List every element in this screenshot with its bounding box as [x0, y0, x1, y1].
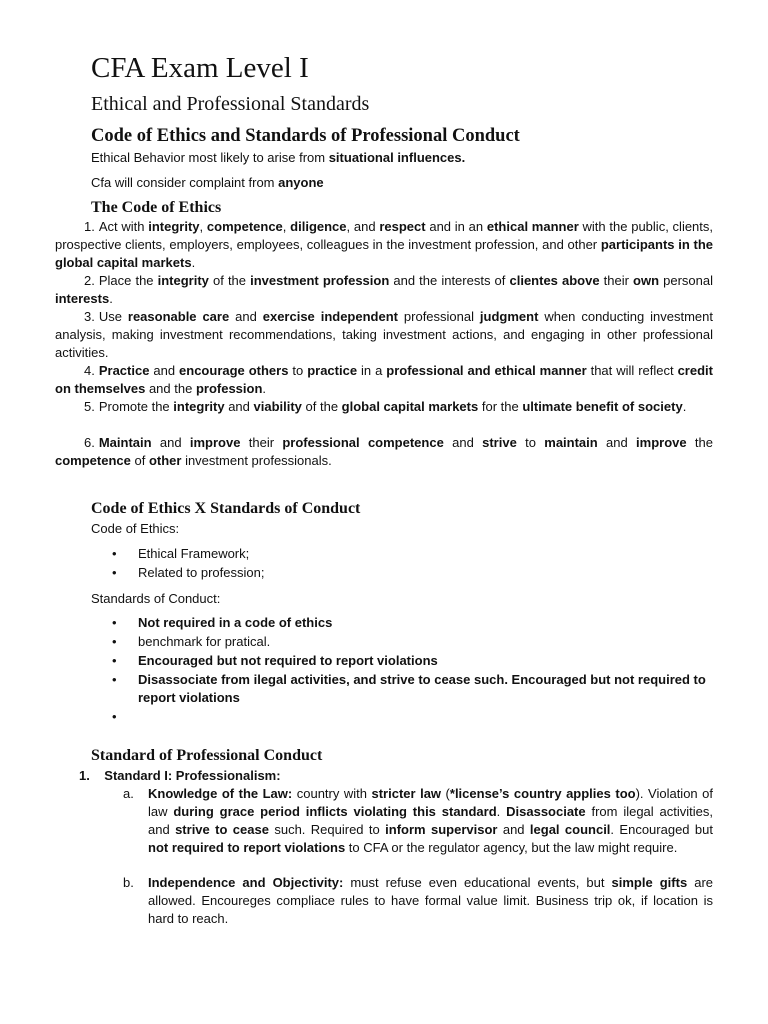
text-segment: professional and ethical manner: [386, 363, 587, 378]
text-segment: in a: [357, 363, 387, 378]
item-number: 5.: [84, 399, 95, 414]
text-segment: and the interests of: [389, 273, 510, 288]
bullet-item: [112, 564, 712, 582]
bullet-icon: •: [112, 615, 117, 630]
text-segment: (: [441, 786, 450, 801]
text-segment: of the: [208, 273, 251, 288]
item-number: 4.: [84, 363, 95, 378]
text-segment: Place the: [98, 273, 158, 288]
code-of-ethics-heading: The Code of Ethics: [91, 199, 222, 216]
text-segment: .: [262, 381, 267, 396]
standards-label: Standards of Conduct:: [91, 591, 221, 606]
text-segment: integrity: [157, 273, 209, 288]
text-segment: ). Violation of law: [148, 786, 713, 819]
text-segment: strive to cease: [175, 822, 269, 837]
intro-line-2: Cfa will consider complaint from anyone: [91, 175, 324, 190]
bullet-item: [112, 652, 712, 670]
item-number: 6.: [84, 435, 95, 450]
text-segment: integrity: [173, 399, 225, 414]
text-segment: ultimate benefit of society: [522, 399, 683, 414]
text-segment: maintain: [544, 435, 598, 450]
text-segment: to: [288, 363, 308, 378]
text-segment: professional: [397, 309, 480, 324]
text-segment: such. Required to: [268, 822, 386, 837]
bullet-text: Ethical Framework;: [138, 546, 250, 561]
text-segment: competence: [206, 219, 283, 234]
text-segment: improve: [636, 435, 687, 450]
text-segment: practice: [307, 363, 358, 378]
text-segment: during grace period inflicts violating this standard: [173, 804, 497, 819]
bullet-text: benchmark for pratical.: [138, 634, 271, 649]
code-bullet-list: [112, 545, 712, 583]
text-segment: other: [148, 453, 182, 468]
spc-heading: Standard of Professional Conduct: [91, 747, 323, 764]
text-segment: Promote the: [98, 399, 174, 414]
text-segment: personal: [659, 273, 714, 288]
text-segment: and: [497, 822, 530, 837]
text-segment: improve: [189, 435, 241, 450]
text-segment: the: [686, 435, 713, 450]
code-of-ethics-item: [55, 398, 713, 416]
subitem-body: [148, 785, 713, 857]
text-segment: professional competence: [282, 435, 444, 450]
text-segment: inform supervisor: [385, 822, 498, 837]
text-segment: .: [109, 291, 113, 306]
code-of-ethics-item: [55, 434, 713, 470]
code-of-ethics-item: [55, 218, 713, 272]
text-segment: .: [496, 804, 507, 819]
bullet-icon: •: [112, 634, 117, 649]
text-segment: Disassociate: [506, 804, 586, 819]
text-segment: ,: [282, 219, 291, 234]
text-segment: ,: [199, 219, 207, 234]
text-segment: that will reflect: [586, 363, 678, 378]
text-segment: and: [151, 435, 190, 450]
text-segment: legal council: [529, 822, 611, 837]
bullet-icon: •: [112, 672, 117, 687]
text-segment: and: [443, 435, 483, 450]
bullet-icon: •: [112, 653, 117, 668]
text-segment: and: [597, 435, 637, 450]
bullet-item: [112, 671, 712, 707]
compare-heading: Code of Ethics X Standards of Conduct: [91, 500, 361, 517]
text-segment: participants in the global capital markets: [55, 237, 713, 270]
item-number: 1.: [84, 219, 95, 234]
section-heading: Code of Ethics and Standards of Professional Conduct: [91, 126, 520, 146]
bullet-item: [112, 614, 712, 632]
text-segment: clientes above: [509, 273, 600, 288]
text-segment: .: [191, 255, 196, 270]
text-segment: *license’s country applies too: [449, 786, 636, 801]
subitem-letter: b.: [123, 875, 134, 890]
standards-bullet-list: [112, 614, 712, 727]
code-of-ethics-item: [55, 362, 713, 398]
code-of-ethics-item: [55, 308, 713, 362]
text-segment: and: [229, 309, 263, 324]
bullet-item: [112, 633, 712, 651]
text-segment: strive: [482, 435, 517, 450]
text-segment: profession: [195, 381, 263, 396]
text-segment: competence: [55, 453, 131, 468]
text-segment: stricter law: [371, 786, 442, 801]
text-segment: Use: [98, 309, 128, 324]
page-title: CFA Exam Level I: [91, 52, 309, 84]
text-segment: and: [149, 363, 180, 378]
bullet-text: Disassociate from ilegal activities, and strive to cease such. Encouraged but not required to report violations: [138, 672, 706, 705]
text-segment: of: [130, 453, 149, 468]
text-segment: Knowledge of the Law:: [148, 786, 293, 801]
text-segment: investment profession: [250, 273, 390, 288]
text-segment: interests: [55, 291, 110, 306]
item-number: 3.: [84, 309, 95, 324]
subtitle: Ethical and Professional Standards: [91, 93, 370, 115]
text-segment: reasonable care: [127, 309, 230, 324]
text-segment: Maintain: [98, 435, 152, 450]
bullet-item: [112, 545, 712, 563]
code-of-ethics-item: [55, 272, 713, 308]
text-segment: and in an: [425, 219, 487, 234]
text-segment: when conducting investment analysis, making investment recommendations, taking investment actions, and engaging in other professional activities.: [55, 309, 713, 360]
intro-line-1: Ethical Behavior most likely to arise from situational influences.: [91, 150, 466, 165]
text-segment: Practice: [98, 363, 150, 378]
subitem-body: [148, 874, 713, 928]
text-segment: country with: [292, 786, 372, 801]
text-segment: with the public, clients, prospective clients, employers, employees, colleagues in the investment profession, and other: [55, 219, 714, 252]
bullet-text: Encouraged but not required to report violations: [138, 653, 438, 668]
text-segment: and the: [145, 381, 196, 396]
text-segment: .: [682, 399, 687, 414]
bullet-item: [112, 708, 712, 726]
text-segment: , and: [346, 219, 380, 234]
bullet-text: [138, 709, 142, 724]
standard-subitem: [123, 785, 713, 857]
text-segment: own: [633, 273, 660, 288]
text-segment: respect: [379, 219, 426, 234]
text-segment: ethical manner: [486, 219, 579, 234]
text-segment: exercise independent: [262, 309, 398, 324]
bullet-icon: •: [112, 546, 117, 561]
text-segment: integrity: [148, 219, 200, 234]
text-segment: their: [599, 273, 634, 288]
text-segment: credit on themselves: [55, 363, 713, 396]
text-segment: viability: [253, 399, 302, 414]
standard-1-title: 1. Standard I: Professionalism:: [79, 768, 281, 783]
text-segment: of the: [301, 399, 342, 414]
text-segment: global capital markets: [341, 399, 479, 414]
text-segment: from ilegal activities, and: [148, 804, 713, 837]
text-segment: Act with: [98, 219, 149, 234]
item-number: 2.: [84, 273, 95, 288]
code-label: Code of Ethics:: [91, 521, 180, 536]
text-segment: . Encouraged but: [610, 822, 713, 837]
text-segment: for the: [478, 399, 523, 414]
subitem-letter: a.: [123, 786, 134, 801]
text-segment: must refuse even educational events, but: [343, 875, 612, 890]
text-segment: to CFA or the regulator agency, but the law might require.: [345, 840, 678, 855]
text-segment: to: [516, 435, 545, 450]
text-segment: their: [240, 435, 283, 450]
bullet-text: Not required in a code of ethics: [138, 615, 333, 630]
text-segment: simple gifts: [611, 875, 688, 890]
text-segment: are allowed. Encoureges compliace rules to have formal value limit. Business trip ok, if location is hard to reach.: [148, 875, 714, 926]
text-segment: Independence and Objectivity:: [148, 875, 344, 890]
text-segment: and: [224, 399, 254, 414]
text-segment: judgment: [479, 309, 539, 324]
text-segment: encourage others: [179, 363, 289, 378]
bullet-text: Related to profession;: [138, 565, 265, 580]
text-segment: diligence: [290, 219, 347, 234]
standard-subitem: [123, 874, 713, 928]
text-segment: investment professionals.: [181, 453, 332, 468]
bullet-icon: •: [112, 709, 117, 724]
bullet-icon: •: [112, 565, 117, 580]
text-segment: not required to report violations: [148, 840, 346, 855]
